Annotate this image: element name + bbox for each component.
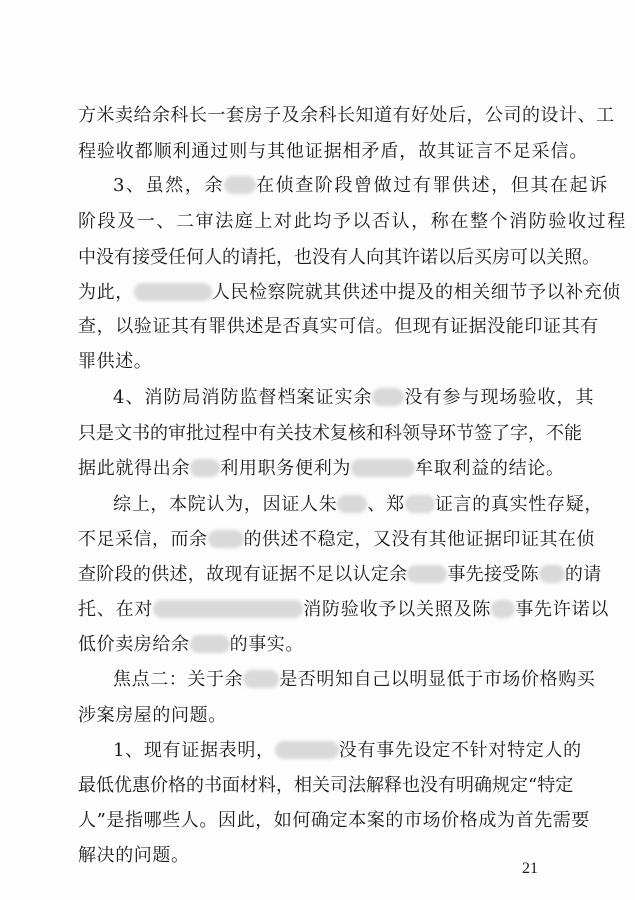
text-line [78, 211, 635, 233]
text-line [78, 316, 635, 338]
text-segment: 中没有接受任何人的请托，也没有人向其许诺以后买房可以关照。 [78, 247, 600, 268]
text-segment: 牟取利益的结论。 [415, 458, 565, 479]
redaction-blur [539, 565, 565, 583]
text-line [78, 282, 635, 304]
text-segment: 的事实。 [229, 634, 305, 655]
text-line [78, 105, 635, 127]
text-line [78, 529, 635, 551]
redaction-blur [134, 283, 212, 301]
text-segment: 的供述不稳定，又没有其他证据印证其在侦 [243, 529, 595, 550]
text-segment: 低价卖房给余 [78, 634, 190, 655]
text-line [113, 494, 635, 516]
redaction-blur [337, 495, 367, 513]
text-line [78, 247, 635, 269]
text-segment: 没有参与现场验收，其 [404, 387, 595, 408]
text-segment: 不足采信，而余 [78, 529, 208, 550]
text-segment: 最低优惠价格的书面材料，相关司法解释也没有明确规定“特定 [78, 775, 574, 796]
redaction-blur [372, 388, 404, 406]
redaction-blur [405, 495, 435, 513]
text-segment: 查阶段的供述，故现有证据不足以认定余 [78, 564, 408, 585]
text-segment: 罪供述。 [78, 351, 153, 372]
text-line [78, 599, 635, 621]
text-line [78, 564, 635, 586]
text-segment: 利用职务便利为 [220, 458, 352, 479]
redaction-blur [275, 741, 339, 759]
text-line [78, 351, 635, 373]
text-line [113, 669, 635, 691]
redaction-blur [491, 600, 515, 618]
text-segment: 1、现有证据表明， [113, 740, 275, 761]
text-segment: 焦点二：关于余 [113, 669, 244, 690]
text-line [113, 175, 635, 197]
text-line [78, 458, 635, 480]
text-segment: 为此， [78, 282, 134, 303]
text-segment: 托、在对 [78, 599, 154, 620]
redaction-blur [224, 176, 256, 194]
text-line [113, 387, 635, 409]
text-line [78, 634, 635, 656]
text-segment: 4、消防局消防监督档案证实余 [113, 387, 373, 408]
text-segment: 消防验收予以关照及陈 [303, 599, 492, 620]
text-segment: 事先许诺以 [515, 599, 610, 620]
redaction-blur [190, 635, 230, 653]
text-segment: 涉案房屋的问题。 [78, 705, 227, 726]
text-segment: 事先接受陈 [447, 564, 539, 585]
text-line [78, 775, 635, 797]
text-segment: 人”是指哪些人。因此，如何确定本案的市场价格成为首先需要 [78, 810, 590, 831]
text-segment: 、郑 [367, 494, 405, 515]
redaction-blur [190, 459, 220, 477]
text-segment: 只是文书的审批过程中有关技术复核和科领导环节签了字，不能 [78, 423, 582, 444]
text-segment: 据此就得出余 [78, 458, 191, 479]
text-segment: 查，以验证其有罪供述是否真实可信。但现有证据没能印证其有 [78, 316, 599, 337]
redaction-blur [351, 459, 415, 477]
redaction-blur [208, 530, 244, 548]
text-line [113, 740, 635, 762]
page-number: 21 [522, 860, 538, 877]
text-segment: 程验收都顺利通过则与其他证据相矛盾，故其证言不足采信。 [78, 141, 589, 162]
text-line [78, 845, 635, 867]
text-line [78, 705, 635, 727]
text-segment: 解决的问题。 [78, 845, 190, 866]
text-segment: 没有事先设定不针对特定人的 [338, 740, 582, 761]
text-segment: 阶段及一、二审法庭上对此均予以否认，称在整个消防验收过程 [78, 211, 627, 232]
redaction-blur [407, 565, 447, 583]
text-line [78, 423, 635, 445]
redaction-blur [153, 600, 303, 618]
text-segment: 3、虽然，余 [113, 175, 225, 196]
text-line [78, 810, 635, 832]
text-segment: 的请 [564, 564, 602, 585]
text-segment: 人民检察院就其供述中提及的相关细节予以补充侦 [211, 282, 622, 303]
text-segment: 方米卖给余科长一套房子及余科长知道有好处后，公司的设计、工 [78, 105, 615, 126]
redaction-blur [243, 670, 279, 688]
text-segment: 在侦查阶段曾做过有罪供述，但其在起诉 [256, 175, 609, 196]
text-segment: 证言的真实性存疑， [434, 494, 604, 515]
text-segment: 是否明知自己以明显低于市场价格购买 [279, 669, 596, 690]
text-segment: 综上，本院认为，因证人朱 [113, 494, 338, 515]
text-line [78, 141, 635, 163]
